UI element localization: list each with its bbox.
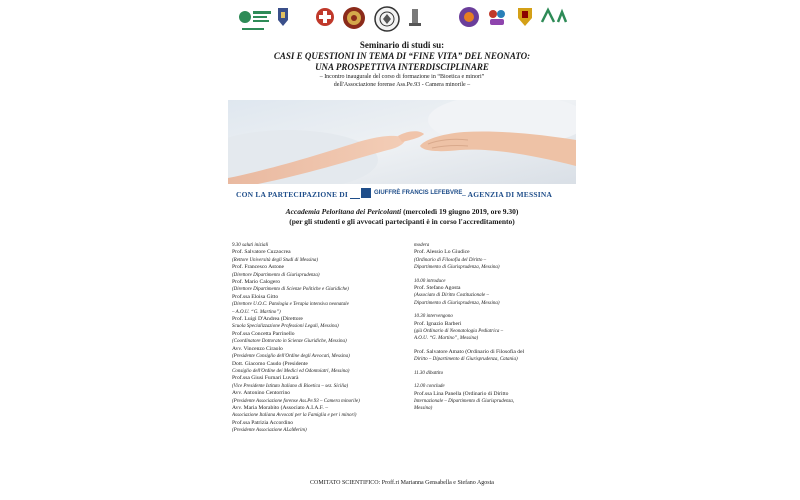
venue-block	[228, 207, 576, 227]
program-line: (Coordinatore Dottorato in Scienze Giuridiche, Messina)	[232, 339, 347, 345]
program-line: (Direttore Dipartimento di Giurisprudenza)	[232, 272, 320, 278]
partnership-suffix: – AGENZIA DI MESSINA	[462, 190, 553, 199]
program-line: Prof. Alessio Lo Giudice	[414, 249, 470, 256]
tower-logo	[406, 6, 424, 28]
program-line: Prof. Stefano Agosta	[414, 285, 461, 292]
program-line: Prof. Salvatore Cuzzocrea	[232, 249, 291, 256]
medical-logo	[314, 6, 336, 28]
program-line: Messina)	[414, 406, 433, 412]
program-line: (già Ordinario di Neonatologia Pediatrica –	[414, 329, 504, 335]
program-line: Prof.ssa Concetta Parrinello	[232, 330, 295, 337]
program-line: – A.O.U. “G. Martino”)	[232, 309, 281, 315]
program-line: Prof. Mario Calogero	[232, 279, 281, 286]
program-line: Internazionale – Dipartimento di Giurisprudenza,	[414, 398, 515, 404]
association-logo	[458, 6, 480, 28]
venue-line	[228, 207, 576, 217]
program-line: (Presidente Associazione forense Ass.Pe.93 – Camera minorile)	[232, 398, 360, 404]
venue-date: (mercoledì 19 giugno 2019, ore 9.30)	[403, 207, 519, 216]
subtitle-2: dell'Associazione forense Ass.Pe.93 - Camera minorile –	[333, 82, 471, 88]
giuffre-logo-text: GIUFFRÈ FRANCIS LEFEBVRE	[374, 190, 463, 196]
program-line: Avv. Maria Morabito (Associato A.I.A.F. –	[232, 404, 329, 411]
crest-logo	[276, 6, 290, 28]
program-line: Prof.ssa Patrizia Accordino	[232, 419, 294, 426]
program-line: (Associato di Diritto Costituzionale –	[414, 293, 490, 299]
program-line: 9.30 saluti iniziali	[232, 243, 269, 248]
seminar-title-2: UNA PROSPETTIVA INTERDISCIPLINARE	[315, 62, 489, 72]
program-line: Prof. Salvatore Amato (Ordinario di Filosofia del	[414, 348, 525, 355]
program-line: (Ordinario di Filosofia del Diritto –	[414, 257, 487, 263]
seminar-label: Seminario di studi su:	[359, 40, 445, 50]
bar-association-seal	[374, 6, 400, 32]
university-logo	[238, 6, 272, 36]
program-line: modera	[414, 243, 430, 248]
program-line: Prof.ssa Giusi Furnari Luvarà	[232, 375, 299, 382]
program-line: (Vice Presidente Istituto Italiano di Bioetica – sez. Sicilia)	[232, 383, 349, 389]
program-line: 11.30 dibattito	[414, 370, 444, 376]
scientific-committee: COMITATO SCIENTIFICO: Proff.ri Marianna Gensabella e Stefano Agosta	[310, 480, 494, 486]
program-line: 12.00 conclude	[414, 384, 445, 390]
logo-strip	[234, 6, 570, 36]
program-line: Consiglio dell'Ordine dei Medici ed Odontoiatri, Messina)	[232, 368, 350, 374]
program-line: (Presidente Consiglio dell'Ordine degli Avvocati, Messina)	[232, 354, 350, 360]
program-line: Dott. Giacomo Caudo (Presidente	[232, 360, 308, 367]
program-line: 10.30 intervengono	[414, 314, 453, 320]
program-line: Avv. Vincenzo Ciraolo	[232, 345, 283, 352]
program-line: (Rettore Università degli Studi di Messina)	[232, 257, 319, 263]
program-line: Prof.ssa Lina Panella (Ordinario di Diritto	[414, 390, 509, 397]
program-line: Associazione Italiana Avvocati per la Famiglia e per i minori)	[232, 413, 357, 419]
partnership-prefix: CON LA PARTECIPAZIONE DI	[236, 190, 348, 199]
giuffre-logo-mark	[361, 188, 371, 198]
program-left-column	[232, 242, 402, 435]
subtitle-1: – Incontro inaugurale del corso di formazione in “Bioetica e minori”	[319, 74, 485, 80]
program-line: 10.00 introduce	[414, 278, 446, 284]
program-line: Diritto – Dipartimento di Giurisprudenza, Catania)	[414, 357, 518, 363]
program-right-column	[414, 242, 574, 413]
program-line: Scuola Specializzazione Professioni Legali, Messina)	[232, 324, 339, 330]
title-block	[228, 40, 576, 89]
program-line: Dipartimento di Giurisprudenza, Messina)	[414, 300, 500, 306]
program-line: Prof. Francesco Astone	[232, 264, 285, 271]
venue-place: Accademia Peloritana dei Pericolanti	[285, 207, 402, 216]
program-line: A.O.U. “G. Martino”, Messina)	[414, 336, 479, 342]
amc-logo	[540, 6, 570, 26]
program-line: Prof.ssa Eloisa Gitto	[232, 293, 279, 300]
program-line: (Direttore Dipartimento di Scienze Politiche e Giuridiche)	[232, 287, 349, 293]
program-line: Prof. Luigi D'Andrea (Direttore	[232, 316, 303, 323]
seminar-poster	[228, 0, 576, 500]
program-line: Dipartimento di Giurisprudenza, Messina)	[414, 265, 500, 271]
seminar-title: CASI E QUESTIONI IN TEMA DI “FINE VITA” DEL NEONATO:	[273, 51, 531, 61]
hands-photo	[228, 100, 576, 184]
accreditation-note: (per gli studenti e gli avvocati partecipanti è in corso l'accreditamento)	[289, 217, 515, 226]
partnership-underline	[350, 198, 360, 199]
program-line: (Presidente Associazione ALaMerim)	[232, 428, 307, 434]
partnership-line	[228, 187, 576, 203]
shield-logo	[516, 6, 534, 28]
program-line: Avv. Antonino Centorrino	[232, 390, 291, 397]
family-logo	[486, 6, 508, 28]
academy-seal	[342, 6, 366, 30]
program-line: (Direttore U.O.C. Patologia e Terapia intensiva neonatale	[232, 302, 349, 308]
program-line: Prof. Ignazio Barberi	[414, 320, 462, 327]
